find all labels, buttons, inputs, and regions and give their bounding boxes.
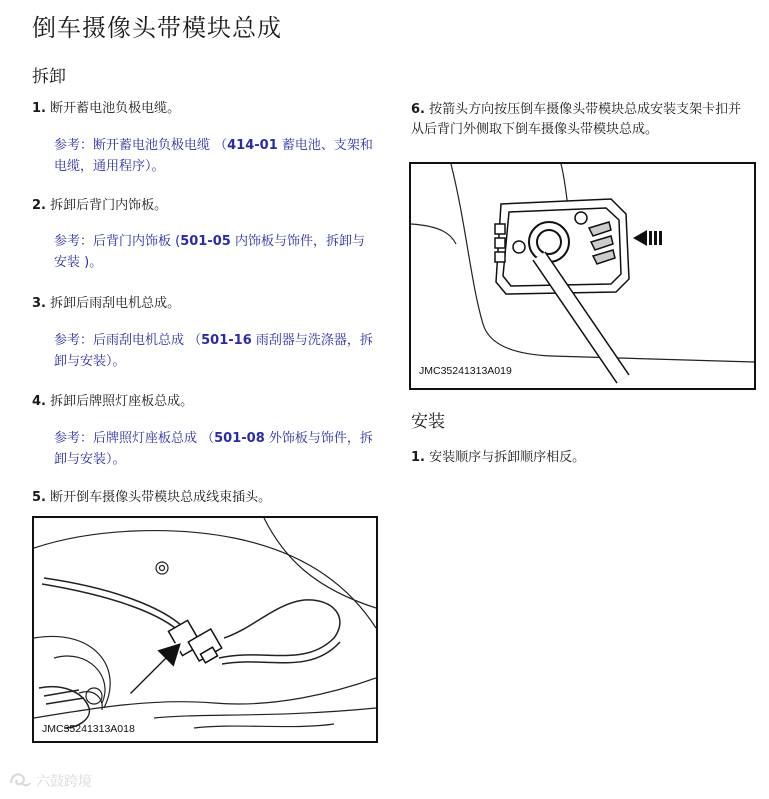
step-number: 2. xyxy=(32,198,46,213)
step-text: 拆卸后雨刮电机总成。 xyxy=(50,296,181,311)
step-text: 拆卸后背门内饰板。 xyxy=(50,198,168,213)
step-number: 6. xyxy=(411,102,425,117)
ref-section-number: 501-16 xyxy=(201,333,252,348)
step-number: 4. xyxy=(32,394,46,409)
figure-caption: JMC35241313A018 xyxy=(42,723,135,735)
ref-rest: 内饰板与饰件，拆卸与安装 )。 xyxy=(54,234,365,270)
ref-prefix: 参考：后牌照灯座板总成 （ xyxy=(54,431,215,446)
step-1-reference[interactable] xyxy=(54,135,384,177)
figure-caption: JMC35241313A019 xyxy=(419,365,512,377)
section-install: 安装 xyxy=(411,412,445,432)
step-text: 断开倒车摄像头带模块总成线束插头。 xyxy=(50,490,272,505)
ref-rest: 蓄电池、支架和电缆，通用程序）。 xyxy=(54,138,373,174)
step-4 xyxy=(32,392,193,412)
ref-prefix: 参考：后雨刮电机总成 （ xyxy=(54,333,202,348)
step-3 xyxy=(32,294,180,314)
ref-section-number: 414-01 xyxy=(227,138,278,153)
watermark xyxy=(8,771,92,791)
step-text: 拆卸后牌照灯座板总成。 xyxy=(50,394,194,409)
ref-section-number: 501-08 xyxy=(214,431,265,446)
step-text: 安装顺序与拆卸顺序相反。 xyxy=(429,450,586,465)
step-number: 1. xyxy=(411,450,425,465)
watermark-logo-icon xyxy=(8,771,32,791)
step-text: 按箭头方向按压倒车摄像头带模块总成安装支架卡扣并从后背门外侧取下倒车摄像头带模块总成。 xyxy=(411,102,742,137)
section-removal: 拆卸 xyxy=(32,67,66,87)
install-step-1 xyxy=(411,448,585,468)
step-2 xyxy=(32,196,167,216)
step-4-reference[interactable] xyxy=(54,428,374,470)
page-title: 倒车摄像头带模块总成 xyxy=(32,14,282,42)
step-3-reference[interactable] xyxy=(54,330,374,372)
step-5 xyxy=(32,488,271,508)
step-text: 断开蓄电池负极电缆。 xyxy=(50,101,181,116)
watermark-text: 六鼓跨境 xyxy=(36,774,92,790)
ref-prefix: 参考：后背门内饰板 ( xyxy=(54,234,181,249)
ref-section-number: 501-05 xyxy=(180,234,231,249)
ref-rest: 雨刮器与洗涤器，拆卸与安装）。 xyxy=(54,333,373,369)
step-1 xyxy=(32,99,180,119)
step-2-reference[interactable] xyxy=(54,231,374,273)
camera-bracket-illustration xyxy=(411,164,754,388)
step-number: 3. xyxy=(32,296,46,311)
ref-prefix: 参考：断开蓄电池负极电缆 （ xyxy=(54,138,228,153)
figure-connector xyxy=(32,516,378,743)
figure-camera-bracket xyxy=(409,162,756,390)
step-6 xyxy=(411,100,746,140)
step-number: 1. xyxy=(32,101,46,116)
step-number: 5. xyxy=(32,490,46,505)
connector-illustration xyxy=(34,518,376,741)
ref-rest: 外饰板与饰件，拆卸与安装）。 xyxy=(54,431,373,467)
